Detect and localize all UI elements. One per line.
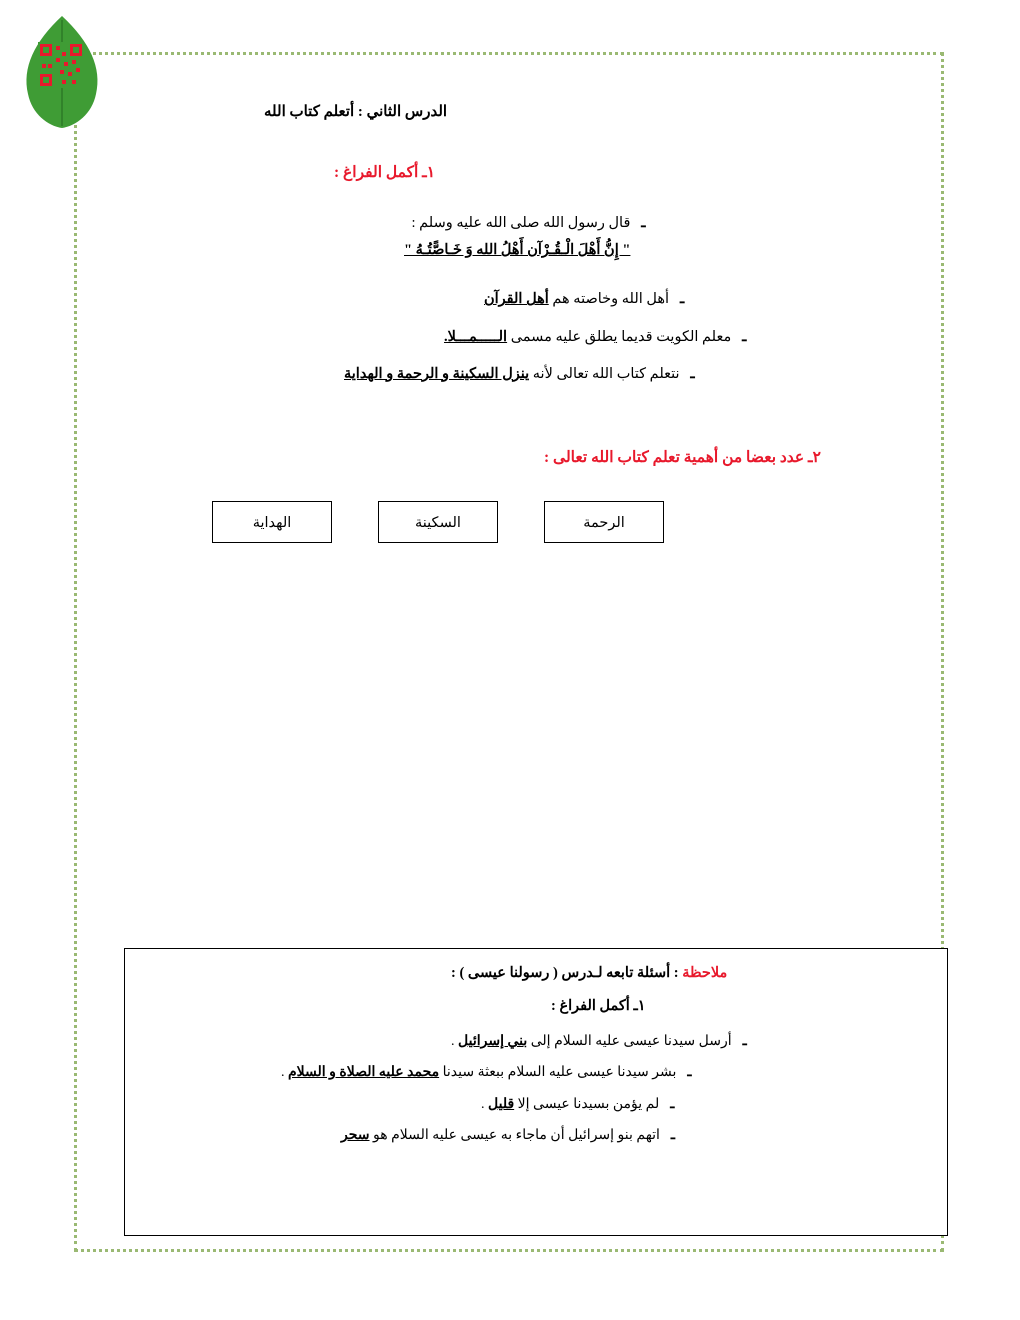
filled-blank: سحر <box>341 1128 370 1144</box>
bullet-dash: ـ <box>742 328 747 345</box>
note-panel <box>124 948 948 1236</box>
filled-blank: الـــــمـــلا. <box>444 328 508 345</box>
item-text-before: لم يؤمن بسيدنا عيسى إلا <box>514 1096 660 1112</box>
item-body <box>481 1094 659 1116</box>
answer-box[interactable]: السكينة <box>378 501 498 543</box>
item-text-before: أهل الله وخاصته هم <box>548 291 670 308</box>
filled-blank: محمد عليه الصلاة و السلام <box>288 1065 440 1081</box>
item-body <box>341 1125 660 1147</box>
section-1-items <box>104 212 914 386</box>
item-body <box>281 1062 676 1084</box>
item-text-after: . <box>451 1034 458 1049</box>
item-body <box>404 212 630 262</box>
item-body <box>451 1031 732 1053</box>
list-item <box>151 1094 921 1116</box>
item-text-before: اتهم بنو إسرائيل أن ماجاء به عيسى عليه السلام هو <box>369 1128 660 1144</box>
list-item <box>104 326 914 349</box>
item-text-before: أرسل سيدنا عيسى عليه السلام إلى <box>527 1034 732 1049</box>
note-label: ملاحظة <box>682 965 728 981</box>
list-item <box>151 1031 921 1053</box>
answer-boxes-row <box>104 501 914 543</box>
list-item <box>151 1062 921 1084</box>
item-text-after: . <box>481 1096 488 1112</box>
bullet-dash: ـ <box>690 365 695 382</box>
filled-blank: ينزل السكينة و الرحمة و الهداية <box>344 365 530 382</box>
note-heading-rest: : أسئلة تابعه لـدرس ( رسولنا عيسى ) : <box>451 965 683 981</box>
item-body <box>444 326 731 349</box>
filled-blank: بني إسرائيل <box>458 1034 528 1049</box>
lesson-title: الدرس الثاني : أتعلم كتاب الله <box>264 104 448 120</box>
note-items <box>151 1031 921 1148</box>
bullet-dash: ـ <box>742 1034 747 1049</box>
bullet-dash: ـ <box>641 215 646 231</box>
section-2-heading: ٢ـ عدد بعضا من أهمية تعلم كتاب الله تعالى : <box>544 448 821 466</box>
list-item <box>104 363 914 386</box>
item-text-before: نتعلم كتاب الله تعالى لأنه <box>529 365 680 382</box>
lesson-header <box>104 102 914 121</box>
section-1-heading: ١ـ أكمل الفراغ : <box>334 164 436 181</box>
item-body <box>484 288 669 311</box>
note-subheading: ١ـ أكمل الفراغ : <box>551 998 646 1014</box>
filled-blank: قليل <box>488 1096 515 1112</box>
answer-box[interactable]: الهداية <box>212 501 332 543</box>
bullet-dash: ـ <box>670 1096 675 1112</box>
list-item <box>151 1125 921 1147</box>
bullet-dash: ـ <box>670 1128 675 1144</box>
item-text-after: . <box>281 1065 288 1081</box>
item-body <box>344 363 680 386</box>
answer-box[interactable]: الرحمة <box>544 501 664 543</box>
item-text-before: معلم الكويت قديما يطلق عليه مسمى <box>507 328 732 345</box>
list-item <box>104 212 914 262</box>
bullet-dash: ـ <box>679 291 685 308</box>
bullet-dash: ـ <box>687 1065 692 1081</box>
item-text-before: بشر سيدنا عيسى عليه السلام ببعثة سيدنا <box>439 1065 677 1081</box>
note-heading <box>151 965 921 982</box>
hadith-text: " إِنُّ أَهْلَ الْـقُـرْآن أَهْلُ الله وَ خَـاصًّتُـهُ " <box>404 242 631 259</box>
filled-blank: أهل القرآن <box>484 291 549 308</box>
hadith-lead: قال رسول الله صلى الله عليه وسلم : <box>411 215 631 231</box>
list-item <box>104 288 914 311</box>
